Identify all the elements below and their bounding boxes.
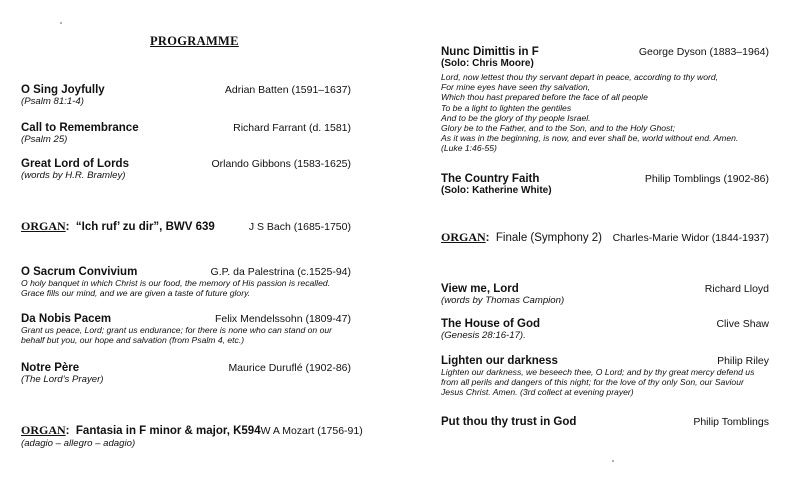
item-composer: W A Mozart (1756-91) [260, 425, 363, 437]
programme-item [21, 313, 351, 345]
item-composer: Adrian Batten (1591–1637) [224, 84, 351, 96]
item-composer: J S Bach (1685-1750) [248, 221, 351, 233]
item-solo: (Solo: Katherine White) [441, 185, 552, 196]
item-subtitle: (words by H.R. Bramley) [21, 170, 126, 181]
item-subtitle: (adagio – allegro – adagio) [21, 438, 136, 449]
item-title: Notre Père [21, 362, 80, 374]
item-title: O Sing Joyfully [21, 84, 105, 96]
item-subtitle: (Genesis 28:16-17). [441, 330, 526, 341]
item-title: Put thou thy trust in God [441, 416, 577, 428]
item-text-line: (Luke 1:46-55) [441, 143, 497, 154]
item-composer: Philip Tomblings (1902-86) [644, 173, 769, 185]
item-text-line: O holy banquet in which Christ is our food, the memory of His passion is recalled. [21, 278, 331, 288]
programme-item [21, 362, 351, 386]
speck [60, 22, 62, 24]
programme-heading: PROGRAMME [150, 34, 239, 48]
item-title: Da Nobis Pacem [21, 313, 112, 325]
item-title: The Country Faith [441, 173, 540, 185]
item-text-line: Lighten our darkness, we beseech thee, O Lord; and by thy great mercy defend us [441, 367, 755, 377]
item-text-line: behalf but you, our hope and salvation (from Psalm 4, etc.) [21, 335, 245, 346]
programme-item [441, 283, 769, 307]
item-title: View me, Lord [441, 283, 519, 295]
item-composer: Maurice Duruflé (1902-86) [228, 362, 351, 374]
programme-item [441, 46, 769, 154]
item-composer: Philip Riley [717, 355, 769, 367]
item-title: The House of God [441, 318, 541, 330]
speck [612, 460, 614, 462]
item-title: Nunc Dimittis in F [441, 46, 539, 58]
item-composer: Charles-Marie Widor (1844-1937) [612, 232, 769, 244]
item-subtitle: (The Lord’s Prayer) [21, 374, 104, 385]
right-page [400, 0, 800, 484]
item-title: O Sacrum Convivium [21, 266, 138, 278]
organ-item: ORGAN: Fantasia in F minor & major, K594 W A Mozart (1756-91) (adagio – allegro – adagio) [21, 423, 363, 449]
organ-item: ORGAN: Finale (Symphony 2) Charles-Marie Widor (1844-1937) [441, 230, 769, 244]
programme-item [21, 158, 351, 182]
item-text-line: As it was in the beginning, is now, and ever shall be, world without end. Amen. [441, 133, 739, 144]
organ-label: ORGAN [21, 423, 66, 437]
organ-label: ORGAN [21, 219, 66, 233]
item-text-line: Jesus Christ. Amen. (3rd collect at evening prayer) [441, 387, 634, 398]
item-composer: Richard Lloyd [704, 283, 769, 295]
item-composer: Orlando Gibbons (1583-1625) [211, 158, 351, 170]
item-text-line: And to be the glory of thy people Israel. [441, 112, 591, 123]
item-title: “Ich ruf’ zu dir”, BWV 639 [75, 221, 215, 233]
item-composer: Richard Farrant (d. 1581) [233, 122, 351, 134]
item-subtitle: (words by Thomas Campion) [441, 295, 565, 306]
programme-item [21, 122, 351, 146]
item-title: Lighten our darkness [441, 355, 558, 367]
item-text-line: For mine eyes have seen thy salvation, [441, 82, 591, 93]
programme-item [441, 355, 769, 398]
item-text-line: Glory be to the Father, and to the Son, and to the Holy Ghost; [441, 123, 676, 134]
item-composer: Felix Mendelssohn (1809-47) [215, 313, 351, 325]
item-title: Fantasia in F minor & major, K594 [75, 425, 261, 437]
programme-item [441, 318, 769, 342]
programme-item [21, 266, 351, 298]
item-composer: Philip Tomblings [693, 416, 769, 428]
item-title: Great Lord of Lords [21, 158, 129, 170]
item-composer: Clive Shaw [716, 318, 769, 330]
programme-item [441, 416, 769, 428]
item-text-line: Grace fills our mind, and we are given a taste of future glory. [21, 288, 251, 299]
item-composer: George Dyson (1883–1964) [638, 46, 769, 58]
item-title: Call to Remembrance [21, 122, 139, 134]
item-composer: G.P. da Palestrina (c.1525-94) [210, 266, 351, 278]
item-solo: (Solo: Chris Moore) [441, 58, 534, 69]
item-text-line: Which thou hast prepared before the face of all people [441, 92, 648, 103]
item-text-line: from all perils and dangers of this night; for the love of thy only Son, our Saviour [441, 377, 744, 388]
item-title: Finale (Symphony 2) [495, 232, 603, 244]
programme-item [441, 173, 769, 196]
item-text-line: Lord, now lettest thou thy servant depart in peace, according to thy word, [441, 72, 719, 82]
organ-label: ORGAN [441, 230, 486, 244]
item-text-line: To be a light to lighten the gentiles [441, 102, 572, 113]
item-text-line: Grant us peace, Lord; grant us endurance; for there is none who can stand on our [21, 325, 333, 335]
item-subtitle: (Psalm 25) [21, 134, 68, 145]
programme-item [21, 84, 351, 108]
item-subtitle: (Psalm 81:1-4) [21, 96, 84, 107]
organ-item: ORGAN: “Ich ruf’ zu dir”, BWV 639 J S Bach (1685-1750) [21, 219, 351, 233]
